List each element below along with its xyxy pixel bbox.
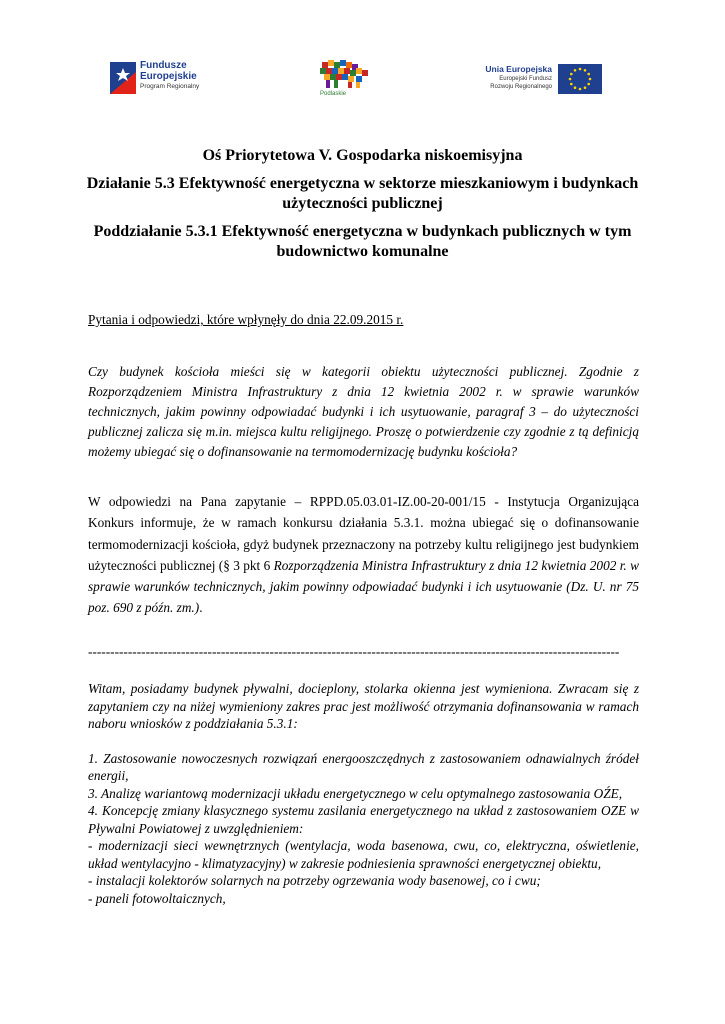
fundusze-europejskie-logo bbox=[110, 60, 230, 100]
question-2-item: - instalacji kolektorów solarnych na potrzeby ogrzewania wody basenowej, co i cwu; bbox=[88, 873, 541, 888]
subaction-title: Poddziałanie 5.3.1 Efektywność energetyczna w budynkach publicznych w tym budownictwo komunalne bbox=[93, 223, 632, 260]
eu-line3: Rozwoju Regionalnego bbox=[490, 84, 552, 90]
document-header bbox=[80, 146, 645, 270]
question-2 bbox=[88, 680, 639, 907]
question-1: Czy budynek kościoła mieści się w kategorii obiektu użyteczności publicznej. Zgodnie z Rozporządzeniem Ministra Infrastruktury z dnia 12 kwietnia 2002 r. w sprawie warunków technicznych, jakim powinny odpowiadać budynki i ich usytuowanie, paragraf 3 – do użyteczności publicznej zalicza się m.in. miejsca kultu religijnego. Proszę o potwierdzenie czy zgodnie z tą definicją możemy ubiegać się o dofinansowanie na termomodernizację budynku kościoła? bbox=[88, 364, 639, 459]
logo-bar bbox=[0, 56, 725, 106]
answer-1 bbox=[88, 491, 639, 619]
answer-1-citation: Rozporządzenia Ministra Infrastruktury z dnia 12 kwietnia 2002 r. w sprawie warunków technicznych, jakim powinny odpowiadać budynki i ich usytuowanie (Dz. U. nr 75 poz. 690 z późn. zm.) bbox=[88, 557, 639, 616]
qa-intro: Pytania i odpowiedzi, które wpłynęły do dnia 22.09.2015 r. bbox=[88, 312, 404, 327]
answer-1-text: W odpowiedzi na Pana zapytanie – RPPD.05.03.01-IZ.00-20-001/15 - Instytucja Organizująca Konkurs informuje, że w ramach konkursu działania 5.3.1. można ubiegać się o dofinansowanie termomodernizacji kościoła, gdyż budynek przeznaczony na potrzeby kultu religijnego jest budynkiem użyteczności publicznej (§ 3 pkt 6 bbox=[88, 494, 639, 573]
question-2-item: 1. Zastosowanie nowoczesnych rozwiązań energooszczędnych z zastosowaniem odnawialnych źródeł energii, bbox=[88, 750, 639, 783]
podlaskie-label: Podlaskie bbox=[320, 91, 347, 97]
eu-line2: Europejski Fundusz bbox=[499, 76, 552, 82]
podlaskie-logo bbox=[316, 58, 376, 102]
eu-flag-icon bbox=[558, 64, 602, 94]
section-separator: ------------------------------------------------------------------------------------------------------------------------ bbox=[88, 644, 620, 659]
fe-logo-text bbox=[140, 60, 199, 91]
question-2-item: - modernizacji sieci wewnętrznych (wentylacja, woda basenowa, cwu, co, elektryczna, oświetlenie, układ wentylacyjno - klimatyzacyjny) w zakresie podniesienia sprawności energetycznej obiektu, bbox=[88, 838, 639, 871]
fe-line3: Program Regionalny bbox=[140, 83, 200, 90]
answer-1-end: . bbox=[199, 600, 203, 616]
bison-mosaic-icon bbox=[316, 58, 376, 92]
question-2-gap bbox=[88, 733, 639, 750]
fe-star-icon bbox=[110, 62, 136, 94]
action-title: Działanie 5.3 Efektywność energetyczna w sektorze mieszkaniowym i budynkach użyteczności publicznej bbox=[86, 175, 639, 212]
eu-line1: Unia Europejska bbox=[485, 64, 552, 74]
question-2-item: 3. Analizę wariantową modernizacji układu energetycznego w celu optymalnego zastosowania OŹE, bbox=[88, 785, 623, 801]
eu-logo-text bbox=[470, 64, 552, 91]
fe-line1: Fundusze bbox=[140, 60, 187, 71]
question-2-item: 4. Koncepcję zmiany klasycznego systemu zasilania energetycznego na układ z zastosowaniem OZE w Pływalni Powiatowej z uwzględnieniem: bbox=[88, 803, 639, 836]
priority-axis-title: Oś Priorytetowa V. Gospodarka niskoemisyjna bbox=[202, 147, 523, 164]
fe-line2: Europejskie bbox=[140, 71, 197, 82]
unia-europejska-logo bbox=[470, 62, 605, 98]
question-2-item: - paneli fotowoltaicznych, bbox=[88, 890, 226, 906]
question-2-intro: Witam, posiadamy budynek pływalni, docieplony, stolarka okienna jest wymieniona. Zwracam się z zapytaniem czy na niżej wymieniony zakres prac jest możliwość otrzymania dofinansowania w ramach naboru wniosków z poddziałania 5.3.1: bbox=[88, 681, 639, 731]
